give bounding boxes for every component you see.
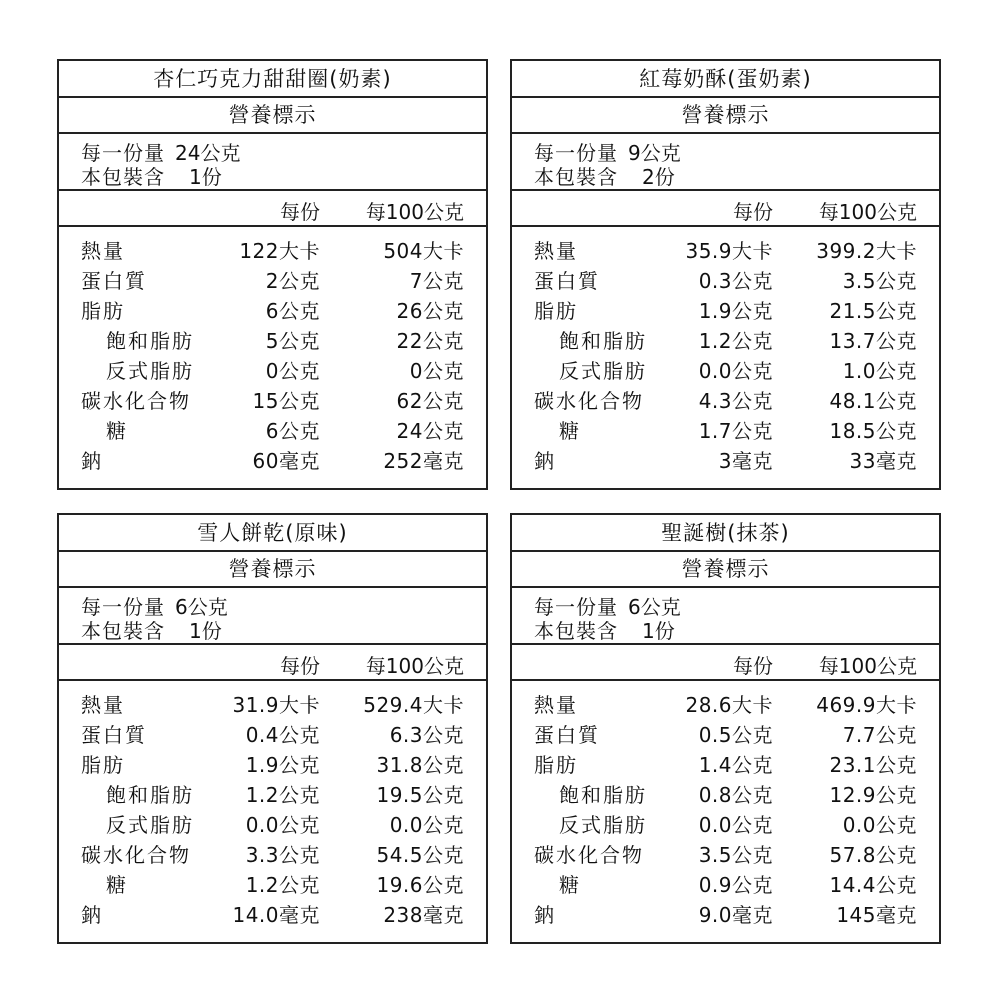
nutrient-row [512, 236, 939, 266]
serving-size-value: 24公克 [175, 141, 241, 165]
per-serving-value: 6公克 [265, 299, 320, 323]
per-serving-value: 0.3公克 [698, 269, 773, 293]
nutrient-name: 脂肪 [534, 753, 578, 777]
nutrient-row [59, 870, 486, 900]
serving-size-row [534, 595, 939, 619]
nutrient-name: 反式脂肪 [559, 813, 647, 837]
nutrient-row [59, 840, 486, 870]
per-100g-value: 3.5公克 [842, 269, 917, 293]
serving-size-row [81, 141, 486, 165]
nutrient-row [512, 266, 939, 296]
serving-size-value: 6公克 [175, 595, 228, 619]
per-serving-header: 每份 [280, 200, 320, 224]
nutrition-heading: 營養標示 [512, 98, 939, 134]
nutrient-row [59, 356, 486, 386]
per-100g-value: 18.5公克 [829, 419, 917, 443]
per-serving-header: 每份 [733, 200, 773, 224]
nutrient-name: 蛋白質 [534, 723, 600, 747]
nutrient-name: 糖 [106, 873, 128, 897]
per-100g-value: 13.7公克 [829, 329, 917, 353]
per-100g-value: 238毫克 [383, 903, 464, 927]
servings-per-package-label: 本包裝含 [81, 619, 165, 643]
per-serving-value: 15公克 [252, 389, 320, 413]
per-serving-value: 1.2公克 [698, 329, 773, 353]
nutrient-name: 鈉 [534, 449, 556, 473]
per-serving-value: 1.7公克 [698, 419, 773, 443]
nutrient-row [59, 720, 486, 750]
nutrition-heading: 營養標示 [59, 552, 486, 588]
per-100g-value: 48.1公克 [829, 389, 917, 413]
nutrient-row [512, 720, 939, 750]
column-headers [512, 645, 939, 681]
serving-size-row [81, 595, 486, 619]
per-100g-value: 22公克 [396, 329, 464, 353]
nutrient-name: 脂肪 [81, 753, 125, 777]
nutrient-row [512, 750, 939, 780]
column-headers [59, 191, 486, 227]
nutrition-heading: 營養標示 [59, 98, 486, 134]
nutrient-name: 糖 [559, 873, 581, 897]
serving-size-label: 每一份量 [81, 141, 165, 165]
per-serving-value: 0公克 [265, 359, 320, 383]
per-serving-value: 35.9大卡 [685, 239, 773, 263]
per-100g-value: 19.6公克 [376, 873, 464, 897]
nutrient-name: 糖 [559, 419, 581, 443]
nutrient-row [59, 750, 486, 780]
per-serving-value: 1.4公克 [698, 753, 773, 777]
nutrient-name: 糖 [106, 419, 128, 443]
per-100g-value: 26公克 [396, 299, 464, 323]
nutrient-rows [59, 681, 486, 930]
nutrient-name: 熱量 [534, 239, 578, 263]
per-100g-header: 每100公克 [818, 654, 917, 678]
per-serving-value: 9.0毫克 [698, 903, 773, 927]
nutrient-row [59, 810, 486, 840]
servings-per-package-row [81, 619, 486, 643]
serving-size-value: 6公克 [628, 595, 681, 619]
nutrient-name: 鈉 [534, 903, 556, 927]
per-100g-value: 23.1公克 [829, 753, 917, 777]
nutrient-row [59, 296, 486, 326]
nutrient-rows [59, 227, 486, 476]
per-serving-header: 每份 [733, 654, 773, 678]
serving-size-label: 每一份量 [534, 595, 618, 619]
per-100g-value: 0.0公克 [389, 813, 464, 837]
product-title: 雪人餅乾(原味) [59, 515, 486, 552]
nutrient-name: 反式脂肪 [559, 359, 647, 383]
nutrient-rows [512, 227, 939, 476]
per-serving-value: 1.9公克 [245, 753, 320, 777]
per-100g-value: 504大卡 [383, 239, 464, 263]
nutrient-name: 熱量 [81, 693, 125, 717]
per-100g-value: 54.5公克 [376, 843, 464, 867]
per-serving-value: 3.3公克 [245, 843, 320, 867]
nutrient-name: 鈉 [81, 449, 103, 473]
per-100g-value: 7公克 [409, 269, 464, 293]
per-100g-value: 399.2大卡 [816, 239, 917, 263]
per-serving-value: 4.3公克 [698, 389, 773, 413]
per-100g-value: 0公克 [409, 359, 464, 383]
per-serving-value: 122大卡 [239, 239, 320, 263]
per-serving-value: 1.2公克 [245, 783, 320, 807]
per-serving-value: 0.4公克 [245, 723, 320, 747]
card-cranberry-crumble [510, 59, 941, 490]
nutrition-heading: 營養標示 [512, 552, 939, 588]
per-100g-value: 145毫克 [836, 903, 917, 927]
per-100g-value: 31.8公克 [376, 753, 464, 777]
servings-per-package-label: 本包裝含 [534, 165, 618, 189]
serving-info [59, 134, 486, 191]
product-title: 聖誕樹(抹茶) [512, 515, 939, 552]
card-christmas-tree [510, 513, 941, 944]
nutrient-row [512, 780, 939, 810]
serving-size-label: 每一份量 [534, 141, 618, 165]
nutrient-row [59, 446, 486, 476]
per-serving-value: 1.9公克 [698, 299, 773, 323]
per-serving-value: 14.0毫克 [232, 903, 320, 927]
serving-size-label: 每一份量 [81, 595, 165, 619]
servings-per-package-label: 本包裝含 [534, 619, 618, 643]
per-100g-value: 24公克 [396, 419, 464, 443]
nutrient-name: 碳水化合物 [81, 389, 191, 413]
per-100g-value: 1.0公克 [842, 359, 917, 383]
nutrient-row [512, 690, 939, 720]
per-100g-value: 57.8公克 [829, 843, 917, 867]
nutrient-row [512, 840, 939, 870]
nutrient-name: 鈉 [81, 903, 103, 927]
per-serving-header: 每份 [280, 654, 320, 678]
card-snowman-cookie [57, 513, 488, 944]
nutrient-row [512, 900, 939, 930]
per-serving-value: 0.0公克 [698, 359, 773, 383]
servings-per-package-row [534, 165, 939, 189]
serving-info [59, 588, 486, 645]
nutrient-name: 飽和脂肪 [106, 783, 194, 807]
per-serving-value: 3.5公克 [698, 843, 773, 867]
serving-size-row [534, 141, 939, 165]
per-100g-value: 33毫克 [849, 449, 917, 473]
servings-per-package-value: 1份 [642, 619, 675, 643]
servings-per-package-value: 2份 [642, 165, 675, 189]
per-serving-value: 0.0公克 [245, 813, 320, 837]
column-headers [512, 191, 939, 227]
nutrient-row [512, 296, 939, 326]
per-serving-value: 60毫克 [252, 449, 320, 473]
serving-size-value: 9公克 [628, 141, 681, 165]
per-100g-value: 7.7公克 [842, 723, 917, 747]
nutrient-row [512, 416, 939, 446]
nutrient-name: 蛋白質 [81, 723, 147, 747]
per-100g-value: 14.4公克 [829, 873, 917, 897]
nutrient-name: 碳水化合物 [81, 843, 191, 867]
nutrient-name: 脂肪 [81, 299, 125, 323]
nutrient-row [59, 690, 486, 720]
per-100g-value: 62公克 [396, 389, 464, 413]
nutrient-row [512, 446, 939, 476]
nutrient-row [59, 326, 486, 356]
per-100g-value: 21.5公克 [829, 299, 917, 323]
nutrient-row [512, 326, 939, 356]
nutrient-row [512, 810, 939, 840]
servings-per-package-value: 1份 [189, 165, 222, 189]
per-100g-value: 529.4大卡 [363, 693, 464, 717]
serving-info [512, 134, 939, 191]
product-title: 杏仁巧克力甜甜圈(奶素) [59, 61, 486, 98]
per-serving-value: 0.5公克 [698, 723, 773, 747]
per-100g-value: 469.9大卡 [816, 693, 917, 717]
nutrient-name: 碳水化合物 [534, 389, 644, 413]
per-serving-value: 2公克 [265, 269, 320, 293]
nutrient-name: 熱量 [81, 239, 125, 263]
nutrient-name: 反式脂肪 [106, 359, 194, 383]
column-headers [59, 645, 486, 681]
nutrient-name: 蛋白質 [81, 269, 147, 293]
per-100g-value: 0.0公克 [842, 813, 917, 837]
per-serving-value: 5公克 [265, 329, 320, 353]
servings-per-package-label: 本包裝含 [81, 165, 165, 189]
nutrient-name: 反式脂肪 [106, 813, 194, 837]
nutrient-name: 飽和脂肪 [106, 329, 194, 353]
per-serving-value: 28.6大卡 [685, 693, 773, 717]
per-100g-value: 252毫克 [383, 449, 464, 473]
nutrient-row [512, 356, 939, 386]
nutrient-name: 碳水化合物 [534, 843, 644, 867]
per-serving-value: 6公克 [265, 419, 320, 443]
nutrient-row [59, 386, 486, 416]
product-title: 紅莓奶酥(蛋奶素) [512, 61, 939, 98]
nutrient-name: 飽和脂肪 [559, 329, 647, 353]
servings-per-package-row [81, 165, 486, 189]
per-serving-value: 1.2公克 [245, 873, 320, 897]
nutrient-name: 飽和脂肪 [559, 783, 647, 807]
per-serving-value: 31.9大卡 [232, 693, 320, 717]
servings-per-package-value: 1份 [189, 619, 222, 643]
per-serving-value: 0.0公克 [698, 813, 773, 837]
per-100g-header: 每100公克 [365, 200, 464, 224]
card-almond-donut [57, 59, 488, 490]
nutrient-name: 熱量 [534, 693, 578, 717]
nutrient-row [512, 386, 939, 416]
nutrient-row [59, 266, 486, 296]
per-serving-value: 3毫克 [718, 449, 773, 473]
per-100g-header: 每100公克 [818, 200, 917, 224]
serving-info [512, 588, 939, 645]
per-100g-value: 12.9公克 [829, 783, 917, 807]
per-100g-value: 19.5公克 [376, 783, 464, 807]
nutrient-row [59, 416, 486, 446]
per-serving-value: 0.8公克 [698, 783, 773, 807]
per-serving-value: 0.9公克 [698, 873, 773, 897]
per-100g-value: 6.3公克 [389, 723, 464, 747]
nutrient-row [59, 900, 486, 930]
nutrient-name: 脂肪 [534, 299, 578, 323]
nutrient-name: 蛋白質 [534, 269, 600, 293]
nutrient-row [59, 780, 486, 810]
nutrient-rows [512, 681, 939, 930]
servings-per-package-row [534, 619, 939, 643]
nutrient-row [59, 236, 486, 266]
nutrient-row [512, 870, 939, 900]
per-100g-header: 每100公克 [365, 654, 464, 678]
